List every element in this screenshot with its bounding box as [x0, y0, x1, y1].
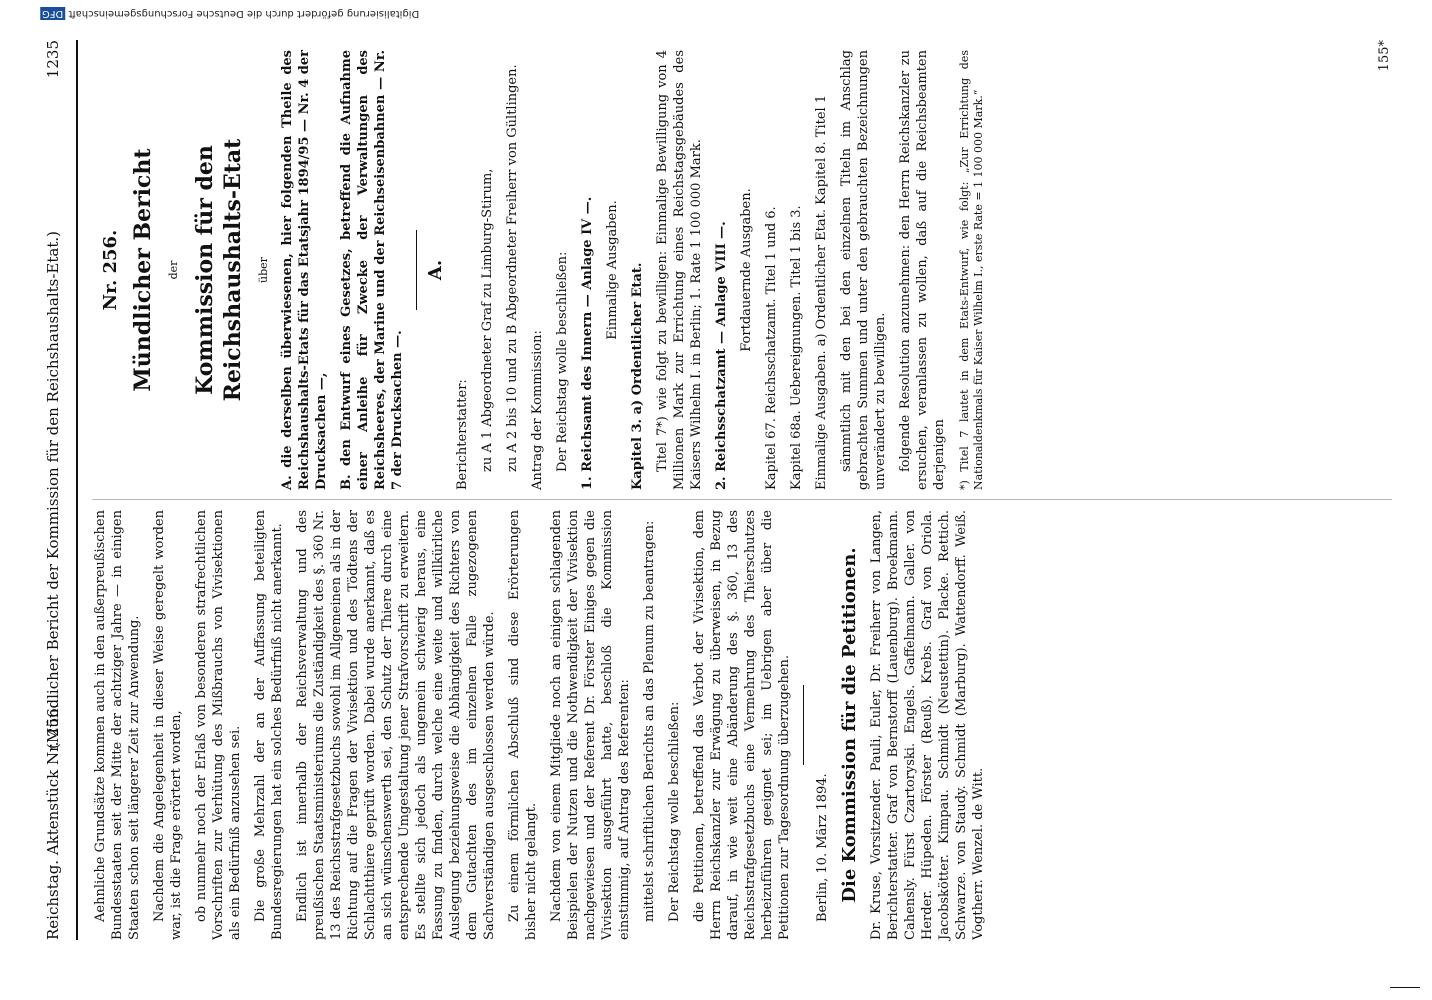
paragraph: Aehnliche Grundsätze kommen auch in den außerpreußischen Bundesstaaten seit der Mitte der achtziger Jahre — in einigen Staaten schon seit längerer Zeit zur Anwendung.: [93, 510, 142, 940]
edge-mark: [1390, 987, 1420, 988]
section-1-subtitle: Einmalige Ausgaben.: [605, 200, 620, 340]
paragraph: ob nunmehr noch der Erlaß von besonderen strafrechtlichen Vorschriften zur Verhütung des Mißbrauchs von Vivisektionen als ein Bedürfniß anzusehen sei.: [194, 510, 243, 940]
signatories: Dr. Kruse, Vorsitzender. Pauli, Euler, Dr. Freiherr von Langen, Berichterstatter. Graf von Bernstorff (Lauenburg). Broekmann. Cahensly. Fürst Czartoryski. Engels. Gaffelmann. Galler. von Herder. Hüpeden. Förster (Reuß). Krebs. Graf von Oriola. Jacobskötter. Kimpau. Schmidt (Neustettin). Placke. Rettich. Schwarze. von Staudy. Schmidt (Marburg). Wattendorff. Weiß. Vogtherr. Wenzel. de Witt.: [869, 510, 986, 940]
paragraph: Nachdem die Angelegenheit in dieser Weise geregelt worden war, ist die Frage erörtert worden,: [152, 510, 184, 940]
der-label: der: [167, 260, 180, 280]
header-middle: (Mündlicher Bericht der Kommission für den Reichshaushalts-Etat.): [44, 231, 62, 749]
reporters-label: Berichterstatter:: [455, 379, 470, 490]
commission-title: Kommission für den Reichshaushalts-Etat: [192, 138, 246, 402]
antrag-label: Antrag der Kommission:: [530, 330, 545, 490]
commission-heading: Die Kommission für die Petitionen.: [839, 547, 860, 903]
dfg-credit-text: Digitalisierung gefördert durch die Deutsche Forschungsgemeinschaft: [68, 8, 420, 19]
chapter-68a: Kapitel 68a. Uebereignungen. Titel 1 bis 3.: [789, 205, 804, 490]
chapter-3-text: Titel 7*) wie folgt zu bewilligen: Einmalige Bewilligung von 4 Millionen Mark zur Errichtung eines Reichstagsgebäudes des Kaisers Wilhelm I. in Berlin; 1. Rate 1 100 000 Mark.: [655, 50, 704, 490]
paragraph: Zu einem förmlichen Abschluß sind diese Erörterungen bisher nicht gelangt.: [507, 510, 539, 940]
divider-rule: [416, 230, 417, 310]
paragraph: Nachdem von einem Mitgliede noch an einigen schlagenden Beispielen der Nutzen und die Nothwendigkeit der Vivisektion nachgewiesen und der Referent Dr. Förster Einiges gegen die Vivisektion ausgeführt hatte, beschloß die Kommission einstimmig, auf Antrag des Referenten:: [549, 510, 632, 940]
running-header: [36, 40, 78, 940]
paragraph: Die große Mehrzahl der an der Auffassung beteiligten Bundesregierungen hat ein solches Bedürfniß nicht anerkannt.: [253, 510, 285, 940]
header-left: Reichstag. Aktenstück Nr. 256.: [44, 703, 62, 940]
divider-rule: [803, 685, 804, 765]
right-column: [92, 50, 994, 490]
chapter-8: Einmalige Ausgaben. a) Ordentlicher Etat. Kapitel 8. Titel 1: [814, 94, 829, 490]
section-1-title: 1. Reichsamt des Innern — Anlage IV —.: [580, 196, 595, 490]
chapter-67: Kapitel 67. Reichsschatzamt. Titel 1 und 6.: [764, 206, 779, 490]
document-number: Nr. 256.: [100, 229, 121, 311]
bracket-note: sämmtlich mit den bei den einzelnen Titeln im Anschlag gebrachten Summen und unter den gebrauchten Bezeichnungen unverändert zu bewilligen.: [839, 50, 888, 490]
reporter-line: zu A 2 bis 10 und zu B Abgeordneter Freiherr von Gültlingen.: [505, 64, 520, 472]
antrag-text: Der Reichstag wolle beschließen:: [555, 251, 570, 472]
date-line: Berlin, 10. März 1894.: [815, 773, 830, 922]
section-2-title: 2. Reichsschatzamt — Anlage VIII —.: [714, 221, 729, 490]
paragraph: die Petitionen, betreffend das Verbot der Vivisektion, dem Herrn Reichskanzler zur Erwägung zu überweisen, in Bezug darauf, in wie weit eine Abänderung des §. 360, 13 des Reichsstrafgesetzbuchs eine Vermehrung des Thierschutzes herbeizuführen geeignet sei; im Uebrigen aber über die Petitionen zur Tagesordnung überzugehen.: [692, 510, 792, 940]
page-number: 155*: [1377, 40, 1392, 72]
paragraph: Endlich ist innerhalb der Reichsverwaltung und des preußischen Staatsministeriums die Zuständigkeit des §. 360 Nr. 13 des Reichsstrafgesetzbuchs sowohl im Allgemeinen als in der Richtung auf die Fragen der Vivisektion und des Tödtens der Schlachtthiere geprüft worden. Dabei wurde anerkannt, daß es an sich wünschenswerth sei, den Schutz der Thiere durch eine entsprechende Umgestaltung jener Strafvorschrift zu erweitern. Es stellte sich jedoch als ungemein schwierig heraus, eine Fassung zu finden, durch welche eine weite und willkürliche Auslegung beziehungsweise die Abhängigkeit des Richters von dem Gutachten des im einzelnen Falle zugezogenen Sachverständigen ausgeschlossen werden würde.: [295, 510, 497, 940]
chapter-3: Kapitel 3. a) Ordentlicher Etat.: [630, 262, 645, 490]
column-divider: [92, 499, 1392, 500]
paragraph: Der Reichstag wolle beschließen:: [667, 701, 682, 922]
ueber-label: über: [257, 257, 270, 283]
section-2-subtitle: Fortdauernde Ausgaben.: [739, 188, 754, 352]
dfg-logo: DFG: [42, 8, 64, 19]
paragraph: mittelst schriftlichen Berichts an das Plenum zu beantragen:: [642, 520, 657, 922]
header-page-number: 1235: [44, 40, 62, 79]
report-title: Mündlicher Bericht: [130, 148, 156, 392]
reporter-line: zu A 1 Abgeordneter Graf zu Limburg-Stirum,: [480, 168, 495, 472]
item-b: B. den Entwurf eines Gesetzes, betreffend die Aufnahme einer Anleihe für Zwecke der Verwaltungen des Reichsheeres, der Marine und der Reichseisenbahnen — Nr. 7 der Drucksachen —.: [339, 50, 405, 490]
resolution-text: folgende Resolution anzunehmen: den Herrn Reichskanzler zu ersuchen, veranlassen zu wollen, daß auf die Reichsbeamten derjenigen: [898, 50, 947, 490]
section-a-label: A.: [425, 259, 446, 281]
footnote: *) Titel 7 lautet in dem Etats-Entwurf, wie folgt: „Zur Errichtung des Nationaldenkmals für Kaiser Wilhelm I., erste Rate = 1 100 000 Mark.“: [958, 50, 985, 490]
left-column: [92, 510, 995, 940]
dfg-credit: [40, 8, 419, 19]
item-a: A. die derselben überwiesenen, hier folgenden Theile des Reichshaushalts-Etats für das Etatsjahr 1894/95 — Nr. 4 der Drucksachen —,: [280, 50, 329, 490]
